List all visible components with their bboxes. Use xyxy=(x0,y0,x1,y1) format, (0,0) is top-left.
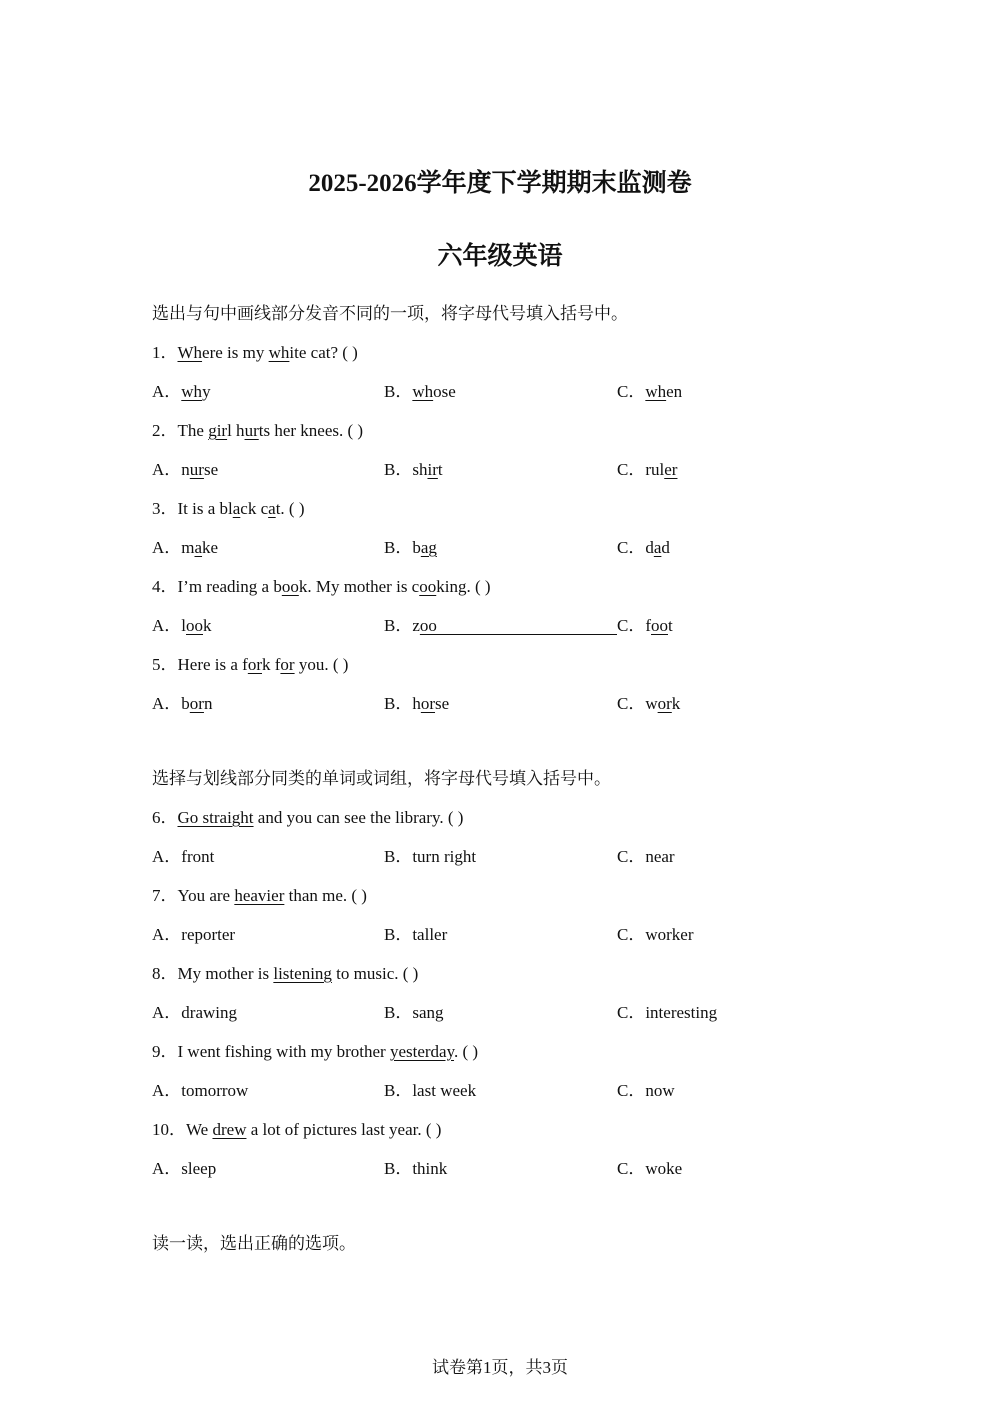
text-segment: A．m xyxy=(152,538,195,557)
underlined-text: listening xyxy=(273,964,332,983)
underlined-text: er xyxy=(664,460,678,479)
text-segment: B．z xyxy=(384,616,420,635)
option-c xyxy=(617,459,677,481)
text-segment: n xyxy=(203,694,213,713)
text-segment: A． xyxy=(152,382,182,401)
underlined-text: drew xyxy=(212,1120,247,1139)
option-c xyxy=(617,381,682,403)
text-segment: k f xyxy=(262,655,281,674)
text-segment: B． xyxy=(384,382,413,401)
text-segment: ck c xyxy=(240,499,269,518)
text-segment: 2．The xyxy=(152,421,209,440)
options-row xyxy=(152,1080,852,1102)
options-row xyxy=(152,1002,852,1024)
option-c xyxy=(617,924,693,946)
underlined-text: wh xyxy=(181,382,203,401)
text-segment: B．taller xyxy=(384,925,448,944)
options-row xyxy=(152,693,852,715)
text-segment: 4．I’m reading a b xyxy=(152,577,282,596)
option-a xyxy=(152,1158,216,1180)
text-segment: se xyxy=(203,460,219,479)
option-b xyxy=(384,693,449,715)
text-segment: B．sang xyxy=(384,1003,444,1022)
text-segment: ose xyxy=(433,382,456,401)
text-segment: C．w xyxy=(617,694,658,713)
option-a xyxy=(152,1002,237,1024)
option-a xyxy=(152,846,214,868)
text-segment: A．front xyxy=(152,847,215,866)
underlined-text: ir xyxy=(427,460,438,479)
text-segment: 6． xyxy=(152,808,178,827)
option-a xyxy=(152,459,218,481)
option-a xyxy=(152,693,212,715)
underlined-text: a xyxy=(268,499,276,518)
option-a xyxy=(152,615,212,637)
options-row xyxy=(152,459,852,481)
question-4 xyxy=(152,576,491,598)
option-b xyxy=(384,1002,444,1024)
option-b xyxy=(384,537,437,559)
option-a xyxy=(152,537,218,559)
text-segment: t. ( ) xyxy=(275,499,305,518)
underlined-text: or xyxy=(657,694,672,713)
text-segment: C．woke xyxy=(617,1159,683,1178)
text-segment: B．h xyxy=(384,694,421,713)
text-segment: C．worker xyxy=(617,925,694,944)
text-segment: C． xyxy=(617,382,646,401)
question-2 xyxy=(152,420,363,442)
option-b xyxy=(384,846,476,868)
text-segment: C．f xyxy=(617,616,651,635)
underlined-text: wh xyxy=(645,382,667,401)
text-segment: and you can see the library. ( ) xyxy=(253,808,464,827)
text-segment: to music. ( ) xyxy=(331,964,419,983)
option-a xyxy=(152,924,235,946)
options-row xyxy=(152,381,852,403)
text-segment: B．sh xyxy=(384,460,428,479)
underlined-text: or xyxy=(280,655,295,674)
underlined-text: or xyxy=(247,655,262,674)
text-segment: C．interesting xyxy=(617,1003,718,1022)
text-segment: A．l xyxy=(152,616,186,635)
underlined-text: ur xyxy=(189,460,204,479)
options-row xyxy=(152,1158,852,1180)
option-b xyxy=(384,924,447,946)
text-segment: you. ( ) xyxy=(294,655,349,674)
options-row xyxy=(152,924,852,946)
option-c xyxy=(617,1002,717,1024)
text-segment: B．turn right xyxy=(384,847,477,866)
text-segment: C．rul xyxy=(617,460,665,479)
section-instruction: 读一读，选出正确的选项。 xyxy=(152,1234,356,1254)
question-8 xyxy=(152,963,418,985)
underlined-text: oo xyxy=(281,577,299,596)
underlined-text: a xyxy=(194,538,203,557)
text-segment: A．n xyxy=(152,460,190,479)
option-c xyxy=(617,846,675,868)
text-segment: 1． xyxy=(152,343,178,362)
underlined-text: a xyxy=(653,538,662,557)
text-segment: k xyxy=(671,694,681,713)
text-segment: A．drawing xyxy=(152,1003,237,1022)
options-row xyxy=(152,846,852,868)
underlined-text: ur xyxy=(244,421,259,440)
underlined-text: a xyxy=(232,499,241,518)
question-6 xyxy=(152,807,463,829)
text-segment: A．sleep xyxy=(152,1159,217,1178)
option-b xyxy=(384,381,456,403)
text-segment: A．tomorrow xyxy=(152,1081,249,1100)
text-segment: C．d xyxy=(617,538,654,557)
option-b xyxy=(384,1158,447,1180)
text-segment: ite cat? ( ) xyxy=(289,343,358,362)
text-segment: se xyxy=(435,694,450,713)
text-segment: A．reporter xyxy=(152,925,236,944)
text-segment: y xyxy=(202,382,211,401)
underlined-text: Go straight xyxy=(177,808,254,827)
underlined-text: wh xyxy=(268,343,290,362)
text-segment: 5．Here is a f xyxy=(152,655,248,674)
text-segment: en xyxy=(666,382,683,401)
text-segment: ere is my xyxy=(202,343,269,362)
question-5 xyxy=(152,654,348,676)
option-a xyxy=(152,381,211,403)
text-segment: 8．My mother is xyxy=(152,964,274,983)
question-1 xyxy=(152,342,358,364)
text-segment: 9．I went fishing with my brother xyxy=(152,1042,390,1061)
section-instruction: 选出与句中画线部分发音不同的一项，将字母代号填入括号中。 xyxy=(152,304,628,324)
underlined-text: Wh xyxy=(177,343,203,362)
text-segment: ts her knees. ( ) xyxy=(258,421,364,440)
question-10 xyxy=(152,1119,441,1141)
text-segment: a lot of pictures last year. ( ) xyxy=(246,1120,442,1139)
underlined-text: oo xyxy=(651,616,668,635)
text-segment: ke xyxy=(202,538,219,557)
text-segment: d xyxy=(661,538,670,557)
options-row xyxy=(152,537,852,559)
page-footer: 试卷第1页，共3页 xyxy=(432,1358,568,1377)
underlined-text: yesterday xyxy=(389,1042,455,1061)
blank-underline xyxy=(420,634,617,635)
text-segment: C．now xyxy=(617,1081,675,1100)
underlined-text: ag xyxy=(420,538,437,557)
underlined-text: oo xyxy=(419,577,437,596)
question-3 xyxy=(152,498,304,520)
option-c xyxy=(617,1158,682,1180)
text-segment: . ( ) xyxy=(454,1042,479,1061)
text-segment: l h xyxy=(227,421,245,440)
options-row xyxy=(152,615,852,637)
underlined-text: or xyxy=(189,694,204,713)
underlined-text: oo xyxy=(186,616,203,635)
text-segment: B．b xyxy=(384,538,421,557)
underlined-text: heavier xyxy=(234,886,285,905)
text-segment: 7．You are xyxy=(152,886,235,905)
text-segment: t xyxy=(437,460,443,479)
question-7 xyxy=(152,885,367,907)
underlined-text: or xyxy=(420,694,436,713)
underlined-text: oo xyxy=(419,616,437,635)
option-c xyxy=(617,615,673,637)
text-segment: than me. ( ) xyxy=(284,886,367,905)
text-segment: t xyxy=(668,616,673,635)
text-segment: 10．We xyxy=(152,1120,213,1139)
page-title: 2025-2026学年度下学期期末监测卷 xyxy=(308,170,692,197)
underlined-text: gir xyxy=(208,421,228,440)
text-segment: A．b xyxy=(152,694,190,713)
text-segment: C．near xyxy=(617,847,675,866)
text-segment: king. ( ) xyxy=(436,577,491,596)
option-b xyxy=(384,1080,476,1102)
option-c xyxy=(617,693,680,715)
text-segment: B．last week xyxy=(384,1081,477,1100)
option-c xyxy=(617,1080,675,1102)
text-segment: k xyxy=(203,616,212,635)
underlined-text: wh xyxy=(412,382,434,401)
text-segment: k. My mother is c xyxy=(298,577,420,596)
option-c xyxy=(617,537,670,559)
text-segment: B．think xyxy=(384,1159,448,1178)
option-b xyxy=(384,459,443,481)
page-subtitle: 六年级英语 xyxy=(437,243,563,270)
text-segment: 3．It is a bl xyxy=(152,499,233,518)
question-9 xyxy=(152,1041,478,1063)
section-instruction: 选择与划线部分同类的单词或词组，将字母代号填入括号中。 xyxy=(152,769,611,789)
option-a xyxy=(152,1080,248,1102)
